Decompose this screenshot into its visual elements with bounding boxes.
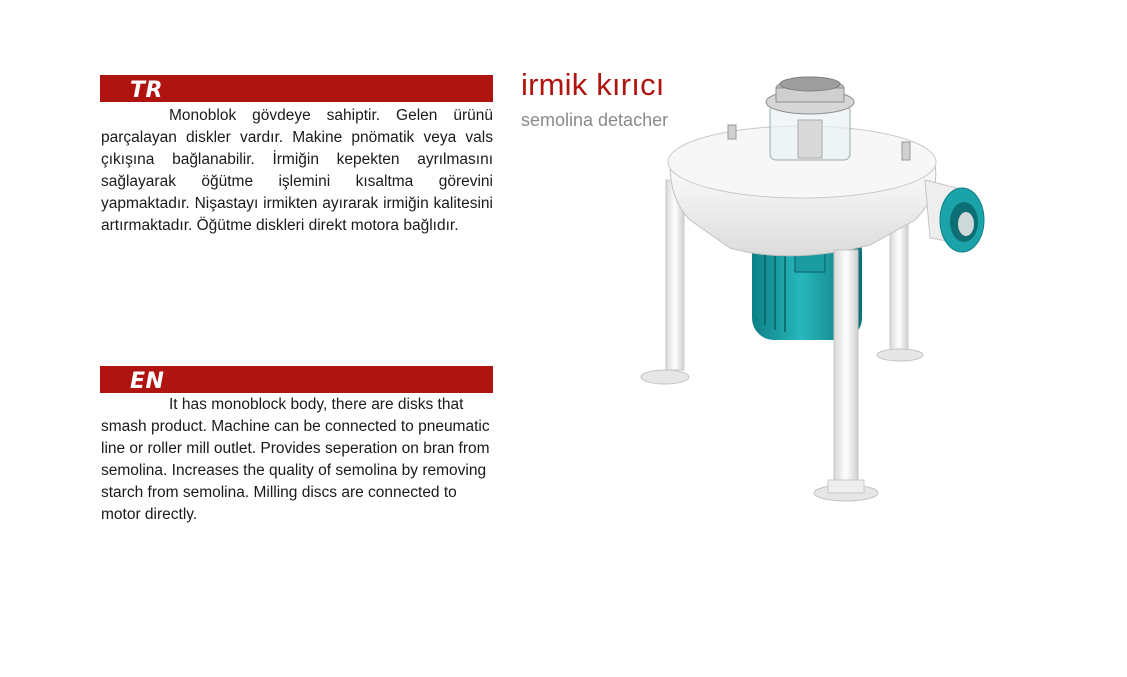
semolina-detacher-machine-image <box>630 70 1010 510</box>
product-subtitle: semolina detacher <box>521 110 669 130</box>
en-description: It has monoblock body, there are disks that smash product. Machine can be connected to pneumatic line or roller mill outlet. Provides seperation on bran from semolina. Increases the quality of semolina by removing starch from semolina. Milling discs are connected to motor directly. <box>101 396 490 523</box>
tr-label: TR <box>130 78 163 103</box>
tr-section-header <box>100 75 493 102</box>
tr-description: Monoblok gövdeye sahiptir. Gelen ürünü parçalayan diskler vardır. Makine pnömatik veya vals çıkışına bağlanabilir. İrmiğin kepekten ayrılmasını sağlayarak öğütme işlemini kısaltma görevini yapmaktadır. Nişastayı irmikten ayırarak irmiğin kalitesini artırmaktadır. Öğütme diskleri direkt motora bağlıdır. <box>101 107 493 234</box>
en-label: EN <box>130 369 165 394</box>
en-section-header <box>100 366 493 393</box>
product-title: irmik kırıcı <box>521 67 665 102</box>
